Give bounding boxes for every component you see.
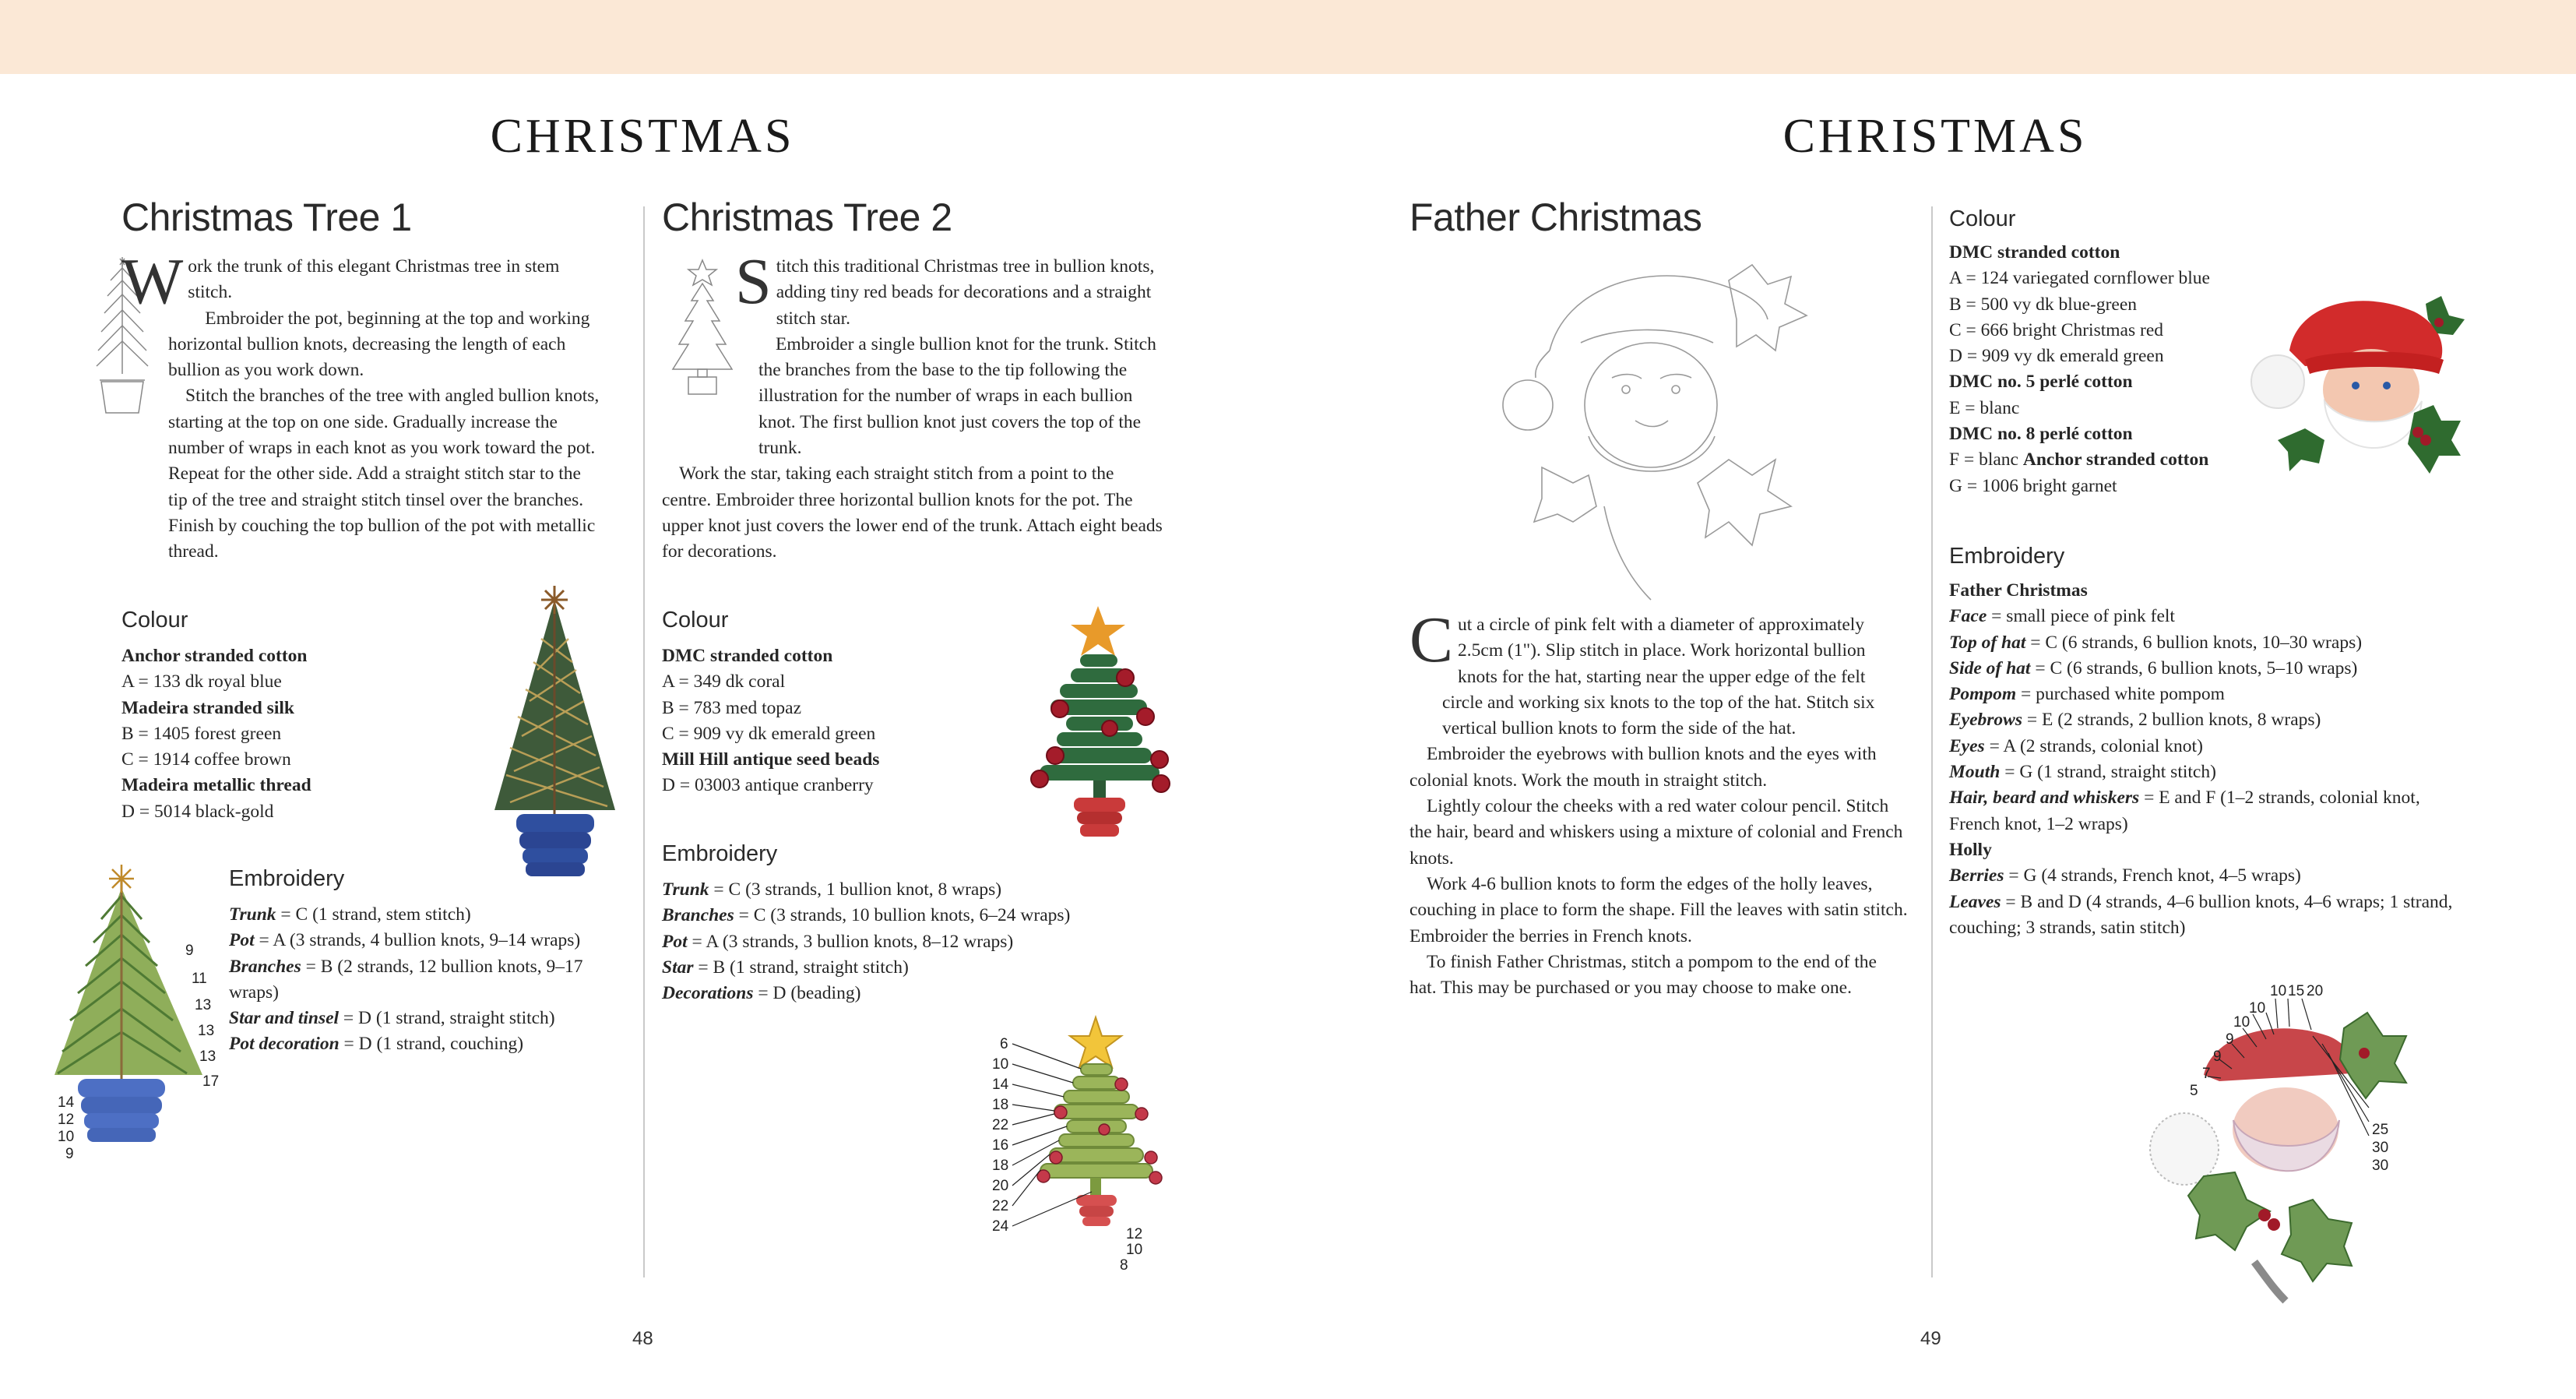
- father-christmas-colour-heading: Colour: [1949, 206, 2016, 231]
- tree1-diagram-label: 13: [195, 997, 212, 1013]
- father-colour-entry: D = 909 vy dk emerald green: [1949, 346, 2164, 367]
- tree1-colour-entry: D = 5014 black-gold: [121, 801, 274, 822]
- tree2-embroidery-entry: [662, 903, 1160, 929]
- tree1-diagram-label: 9: [185, 943, 194, 959]
- father-embroidery-description: = C (6 strands, 6 bullion knots, 5–10 wraps): [2030, 657, 2358, 678]
- running-head-right: CHRISTMAS: [1782, 110, 2088, 163]
- tree2-diagram-label: 20: [992, 1178, 1009, 1194]
- tree2-embroidery-entry: [662, 981, 1160, 1006]
- tree1-embroidery-term: Pot decoration: [229, 1034, 340, 1055]
- tree2-photo: [1008, 600, 1195, 857]
- tree2-embroidery-term: Star: [662, 957, 694, 978]
- tree1-embroidery-term: Pot: [229, 930, 255, 951]
- tree1-colour-entry: Anchor stranded cotton: [121, 646, 308, 666]
- tree1-embroidery-entry: [229, 954, 634, 1006]
- tree2-diagram-label: 24: [992, 1218, 1009, 1235]
- tree2-diagram-label: 8: [1120, 1257, 1128, 1274]
- tree2-diagram-label: 22: [992, 1198, 1009, 1214]
- tree1-stitch-diagram: [47, 865, 226, 1168]
- holly-embroidery-description: = G (4 strands, French knot, 4–5 wraps): [2004, 865, 2301, 886]
- tree1-embroidery-term: Trunk: [229, 904, 276, 925]
- father-embroidery-entry: [1949, 604, 2463, 629]
- tree2-diagram-label: 12: [1126, 1226, 1143, 1242]
- column-divider-left: [643, 206, 645, 1277]
- column-divider-right: [1931, 206, 1933, 1277]
- father-embroidery-entry: [1949, 707, 2463, 733]
- top-color-band: [0, 0, 2576, 74]
- tree1-diagram-label: 11: [192, 971, 207, 987]
- tree1-embroidery-list: [229, 902, 634, 1058]
- tree2-diagram-label: 6: [1000, 1036, 1008, 1052]
- tree2-embroidery-term: Trunk: [662, 879, 709, 900]
- father-embroidery-term: Hair, beard and whiskers: [1949, 788, 2140, 809]
- tree2-diagram-label: 18: [992, 1097, 1009, 1113]
- tree1-embroidery-description: = D (1 strand, couching): [339, 1034, 524, 1055]
- father-embroidery-entry: [1949, 734, 2463, 759]
- tree2-embroidery-term: Pot: [662, 931, 688, 952]
- tree2-paragraph-2: Embroider a single bullion knot for the trunk. Stitch the branches from the base to the tip following the illustration for the number of wraps in each bullion knot. The first bullion knot just covers the top of the trunk.: [758, 333, 1156, 459]
- father-embroidery-term: Side of hat: [1949, 657, 2031, 678]
- father-diagram-label: 5: [2190, 1083, 2198, 1099]
- tree1-drop-cap: W: [121, 245, 184, 318]
- father-embroidery-description: = A (2 strands, colonial knot): [1984, 735, 2203, 756]
- tree2-embroidery-entry: [662, 929, 1160, 955]
- tree2-embroidery-entry: [662, 955, 1160, 981]
- running-head-left: CHRISTMAS: [490, 110, 795, 163]
- holly-embroidery-entry: [1949, 863, 2463, 889]
- tree2-drop-cap: S: [735, 245, 772, 318]
- father-diagram-label: 15: [2288, 983, 2305, 999]
- father-colour-entry: DMC no. 8 perlé cotton: [1949, 424, 2133, 445]
- tree1-photo: [479, 584, 631, 880]
- tree2-diagram-label: 22: [992, 1117, 1009, 1133]
- tree2-embroidery-term: Decorations: [662, 983, 754, 1004]
- tree1-paragraph-2: Embroider the pot, beginning at the top and working horizontal bullion knots, decreasing the length of each bullion as you work down.: [168, 308, 590, 381]
- tree1-embroidery-heading: Embroidery: [229, 866, 345, 891]
- father-diagram-label: 9: [2226, 1031, 2234, 1048]
- tree2-embroidery-description: = B (1 strand, straight stitch): [693, 957, 909, 978]
- father-diagram-label: 30: [2372, 1140, 2389, 1156]
- father-diagram-label: 25: [2372, 1122, 2389, 1138]
- father-embroidery-entry: [1949, 682, 2463, 707]
- tree1-embroidery-term: Star and tinsel: [229, 1008, 340, 1029]
- tree2-colour-entry: Mill Hill antique seed beads: [662, 749, 880, 770]
- father-colour-entry: B = 500 vy dk blue-green: [1949, 294, 2138, 315]
- father-colour-entry: C = 666 bright Christmas red: [1949, 319, 2164, 340]
- tree1-embroidery-description: = B (2 strands, 12 bullion knots, 9–17 wraps): [229, 956, 583, 1003]
- tree1-embroidery-description: = C (1 strand, stem stitch): [276, 904, 471, 925]
- father-christmas-drop-cap: C: [1409, 604, 1454, 676]
- tree2-paragraph-3: Work the star, taking each straight stitch from a point to the centre. Embroider three horizontal bullion knots for the pot. The upper knot just covers the lower end of the trunk. Attach eight beads for decorations.: [662, 463, 1163, 562]
- tree1-embroidery-description: = D (1 strand, straight stitch): [339, 1008, 555, 1029]
- father-christmas-paragraph-1: ut a circle of pink felt with a diameter of approximately 2.5cm (1"). Slip stitch in place. Work horizontal bullion knots for the hat, starting near the upper edge of the felt circle and working six knots to the top of the hat. Stitch six vertical bullion knots to form the side of the hat.: [1442, 615, 1875, 739]
- father-christmas-paragraph-2: Embroider the eyebrows with bullion knots and the eyes with colonial knots. Work the mouth in straight stitch.: [1409, 744, 1877, 791]
- tree1-body-text: [121, 245, 604, 566]
- tree2-body-text: [662, 245, 1164, 566]
- colour-f-bold: Anchor stranded cotton: [2022, 449, 2209, 470]
- colour-entry-g: G = 1006 bright garnet: [1949, 475, 2117, 496]
- page-number-right: 49: [1920, 1328, 1941, 1349]
- father-diagram-label: 30: [2372, 1158, 2389, 1174]
- tree2-colour-entry: DMC stranded cotton: [662, 646, 833, 666]
- tree2-embroidery-heading: Embroidery: [662, 841, 778, 866]
- tree1-colour-list: [121, 643, 449, 825]
- father-embroidery-entry: [1949, 785, 2463, 837]
- tree2-paragraph-1: titch this traditional Christmas tree in bullion knots, adding tiny red beads for decorations and a straight stitch star.: [776, 256, 1155, 329]
- tree1-embroidery-description: = A (3 strands, 4 bullion knots, 9–14 wraps): [254, 930, 581, 951]
- tree1-diagram-label: 13: [198, 1023, 215, 1039]
- father-embroidery-term: Face: [1949, 606, 1987, 627]
- tree2-diagram-label: 10: [992, 1056, 1009, 1073]
- father-embroidery-description: = E (2 strands, 2 bullion knots, 8 wraps): [2022, 710, 2321, 731]
- tree1-diagram-label: 17: [202, 1073, 220, 1090]
- father-embroidery-entry: [1949, 656, 2463, 682]
- father-christmas-stitch-diagram: [2118, 981, 2430, 1309]
- tree1-embroidery-entry: [229, 1031, 634, 1057]
- tree1-embroidery-term: Branches: [229, 956, 301, 977]
- tree2-diagram-label: 18: [992, 1158, 1009, 1174]
- father-christmas-photo: [2235, 273, 2469, 506]
- father-diagram-label: 10: [2233, 1014, 2250, 1031]
- tree1-embroidery-entry: [229, 902, 634, 928]
- tree1-diagram-label: 12: [58, 1112, 75, 1128]
- tree2-diagram-label: 14: [992, 1077, 1009, 1093]
- father-christmas-embroidery-list: [1949, 578, 2463, 941]
- tree2-embroidery-description: = C (3 strands, 10 bullion knots, 6–24 wraps): [734, 905, 1071, 926]
- father-diagram-label: 10: [2249, 1000, 2266, 1017]
- tree1-embroidery-entry: [229, 1006, 634, 1031]
- tree1-paragraph-1: ork the trunk of this elegant Christmas tree in stem stitch.: [188, 256, 560, 303]
- father-christmas-embroidery-heading: Embroidery: [1949, 544, 2065, 569]
- father-diagram-label: 20: [2307, 983, 2324, 999]
- father-embroidery-term: Eyebrows: [1949, 710, 2022, 731]
- father-colour-entry: A = 124 variegated cornflower blue: [1949, 268, 2210, 289]
- tree2-stitch-diagram: [989, 1013, 1199, 1277]
- father-christmas-paragraph-4: Work 4-6 bullion knots to form the edges of the holly leaves, couching in place to form the shape. Fill the leaves with satin stitch. Embroider the berries in French knots.: [1409, 873, 1908, 946]
- colour-f-text: F = blanc: [1949, 449, 2023, 470]
- father-embroidery-term: Mouth: [1949, 762, 2001, 783]
- holly-embroidery-term: Berries: [1949, 865, 2004, 886]
- father-diagram-label: 9: [2213, 1048, 2222, 1065]
- sub-heading-holly: Holly: [1949, 839, 1992, 860]
- tree1-diagram-label: 9: [65, 1146, 74, 1162]
- tree1-colour-entry: A = 133 dk royal blue: [121, 671, 282, 692]
- tree2-colour-entry: D = 03003 antique cranberry: [662, 775, 874, 796]
- tree1-colour-entry: C = 1914 coffee brown: [121, 749, 291, 770]
- father-embroidery-description: = E and F (1–2 strands, colonial knot, French knot, 1–2 wraps): [1949, 788, 2420, 834]
- father-embroidery-description: = C (6 strands, 6 bullion knots, 10–30 wraps): [2025, 632, 2363, 653]
- father-embroidery-description: = small piece of pink felt: [1987, 606, 2175, 627]
- father-colour-entry: DMC no. 5 perlé cotton: [1949, 372, 2133, 393]
- tree1-colour-entry: Madeira metallic thread: [121, 775, 311, 796]
- father-embroidery-entry: [1949, 759, 2463, 785]
- father-colour-entry: DMC stranded cotton: [1949, 242, 2120, 263]
- father-christmas-body-text: [1409, 604, 1908, 1001]
- tree1-colour-entry: Madeira stranded silk: [121, 697, 294, 718]
- tree2-colour-list: [662, 643, 989, 799]
- father-embroidery-entry: [1949, 630, 2463, 656]
- father-embroidery-term: Eyes: [1949, 735, 1985, 756]
- tree1-embroidery-entry: [229, 928, 634, 953]
- tree2-colour-entry: C = 909 vy dk emerald green: [662, 723, 876, 744]
- tree1-diagram-label: 14: [58, 1094, 75, 1111]
- father-christmas-title: Father Christmas: [1409, 196, 1702, 239]
- tree2-embroidery-term: Branches: [662, 905, 734, 926]
- tree1-diagram-label: 13: [199, 1048, 216, 1065]
- father-colour-entry: E = blanc: [1949, 397, 2020, 418]
- tree2-embroidery-description: = A (3 strands, 3 bullion knots, 8–12 wraps): [687, 931, 1014, 952]
- tree1-diagram-label: 10: [58, 1129, 75, 1145]
- tree2-colour-entry: B = 783 med topaz: [662, 697, 802, 718]
- father-christmas-paragraph-3: Lightly colour the cheeks with a red water colour pencil. Stitch the hair, beard and whiskers using a mixture of colonial and French knots.: [1409, 796, 1903, 869]
- father-embroidery-term: Pompom: [1949, 684, 2017, 705]
- father-christmas-paragraph-5: To finish Father Christmas, stitch a pompom to the end of the hat. This may be purchased or you may choose to make one.: [1409, 951, 1877, 999]
- sub-heading-father-christmas: Father Christmas: [1949, 580, 2088, 601]
- tree1-paragraph-3: Stitch the branches of the tree with angled bullion knots, starting at the top on one side. Gradually increase the number of wraps in each knot as you work toward the pot. Repeat for the other side. Add a straight stitch star to the tip of the tree and straight stitch tinsel over the branches. Finish by couching the top bullion of the pot with metallic thread.: [168, 386, 600, 562]
- page-number-left: 48: [632, 1328, 653, 1349]
- tree1-title: Christmas Tree 1: [121, 196, 412, 239]
- father-christmas-outline-illustration: [1495, 249, 1822, 608]
- holly-embroidery-description: = B and D (4 strands, 4–6 bullion knots, 4–6 wraps; 1 strand, couching; 3 strands, satin stitch): [1949, 891, 2453, 938]
- tree2-embroidery-description: = D (beading): [753, 983, 861, 1004]
- tree2-embroidery-list: [662, 877, 1160, 1006]
- father-diagram-label: 7: [2202, 1066, 2211, 1082]
- father-embroidery-description: = purchased white pompom: [2016, 684, 2225, 705]
- tree2-title: Christmas Tree 2: [662, 196, 952, 239]
- tree1-colour-heading: Colour: [121, 608, 188, 633]
- tree2-colour-entry: A = 349 dk coral: [662, 671, 786, 692]
- tree2-diagram-label: 16: [992, 1137, 1009, 1154]
- tree2-diagram-label: 10: [1126, 1242, 1143, 1258]
- father-embroidery-description: = G (1 strand, straight stitch): [2000, 762, 2216, 783]
- father-diagram-label: 10: [2270, 983, 2287, 999]
- tree2-colour-heading: Colour: [662, 608, 729, 633]
- holly-embroidery-term: Leaves: [1949, 891, 2001, 912]
- tree2-embroidery-entry: [662, 877, 1160, 903]
- tree2-embroidery-description: = C (3 strands, 1 bullion knot, 8 wraps): [709, 879, 1002, 900]
- tree1-colour-entry: B = 1405 forest green: [121, 723, 282, 744]
- father-embroidery-term: Top of hat: [1949, 632, 2026, 653]
- holly-embroidery-entry: [1949, 890, 2463, 942]
